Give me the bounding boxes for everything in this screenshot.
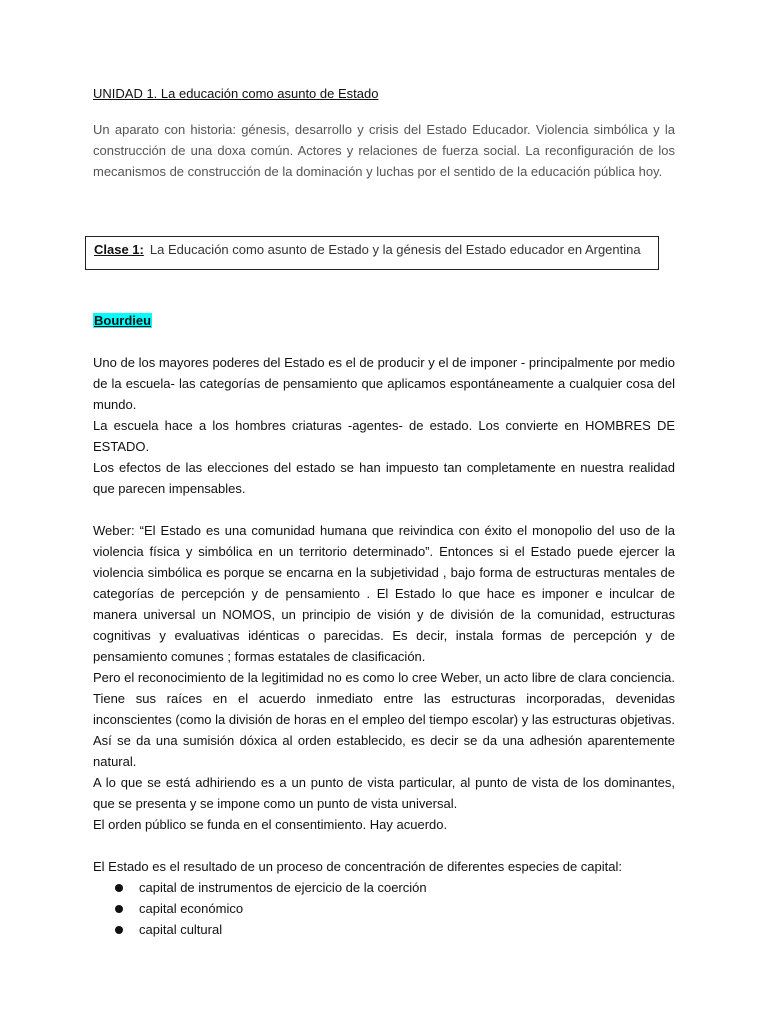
- class-box: [85, 236, 659, 270]
- paragraph: A lo que se está adhiriendo es a un punto de vista particular, al punto de vista de los dominantes, que se presenta y se impone como un punto de vista universal.: [93, 775, 675, 811]
- paragraph: Los efectos de las elecciones del estado se han impuesto tan completamente en nuestra realidad que parecen impensables.: [93, 460, 675, 496]
- paragraph: Pero el reconocimiento de la legitimidad no es como lo cree Weber, un acto libre de clara conciencia. Tiene sus raíces en el acuerdo inmediato entre las estructuras incorporadas, devenidas inconscientes (como la división de horas en el empleo del tiempo escolar) y las estructuras objetivas. Así se da una sumisión dóxica al orden establecido, es decir se da una adhesión aparentemente natural.: [93, 670, 675, 769]
- bullet-icon: [115, 926, 123, 934]
- paragraph: El Estado es el resultado de un proceso de concentración de diferentes especies de capital:: [93, 859, 623, 874]
- author-heading: Bourdieu: [94, 313, 152, 328]
- body-text: [93, 352, 675, 940]
- bullet-icon: [115, 884, 123, 892]
- bullet-icon: [115, 905, 123, 913]
- list-item: [93, 898, 675, 919]
- paragraph: Weber: “El Estado es una comunidad humana que reivindica con éxito el monopolio del uso de la violencia física y simbólica en un territorio determinado”. Entonces si el Estado puede ejercer la violencia simbólica es porque se encarna en la subjetividad , bajo forma de estructuras mentales de categorías de percepción y de pensamiento . El Estado lo que hace es imponer e inculcar de manera universal un NOMOS, un principio de visión y de división de la comunidad, estructuras cognitivas y evaluativas idénticas o parecidas. Es decir, instala formas de percepción y de pensamiento comunes ; formas estatales de clasificación.: [93, 523, 675, 664]
- bullet-list: [93, 877, 675, 940]
- list-item: [93, 877, 675, 898]
- list-item-text: capital económico: [139, 901, 244, 916]
- unit-description: Un aparato con historia: génesis, desarrollo y crisis del Estado Educador. Violencia simbólica y la construcción de una doxa común. Actores y relaciones de fuerza social. La reconfiguración de los mecanismos de construcción de la dominación y luchas por el sentido de la educación pública hoy.: [93, 122, 675, 179]
- list-item: [93, 919, 675, 940]
- paragraph: Uno de los mayores poderes del Estado es el de producir y el de imponer - principalmente por medio de la escuela- las categorías de pensamiento que aplicamos espontáneamente a cualquier cosa del mundo.: [93, 355, 675, 412]
- list-item-text: capital cultural: [139, 922, 223, 937]
- list-item-text: capital de instrumentos de ejercicio de la coerción: [139, 880, 427, 895]
- class-label: Clase 1:: [94, 242, 144, 257]
- paragraph: El orden público se funda en el consentimiento. Hay acuerdo.: [93, 817, 448, 832]
- unit-title: UNIDAD 1. La educación como asunto de Estado: [93, 86, 379, 101]
- paragraph: La escuela hace a los hombres criaturas -agentes- de estado. Los convierte en HOMBRES DE ESTADO.: [93, 418, 675, 454]
- class-title: La Educación como asunto de Estado y la génesis del Estado educador en Argentina: [149, 242, 641, 257]
